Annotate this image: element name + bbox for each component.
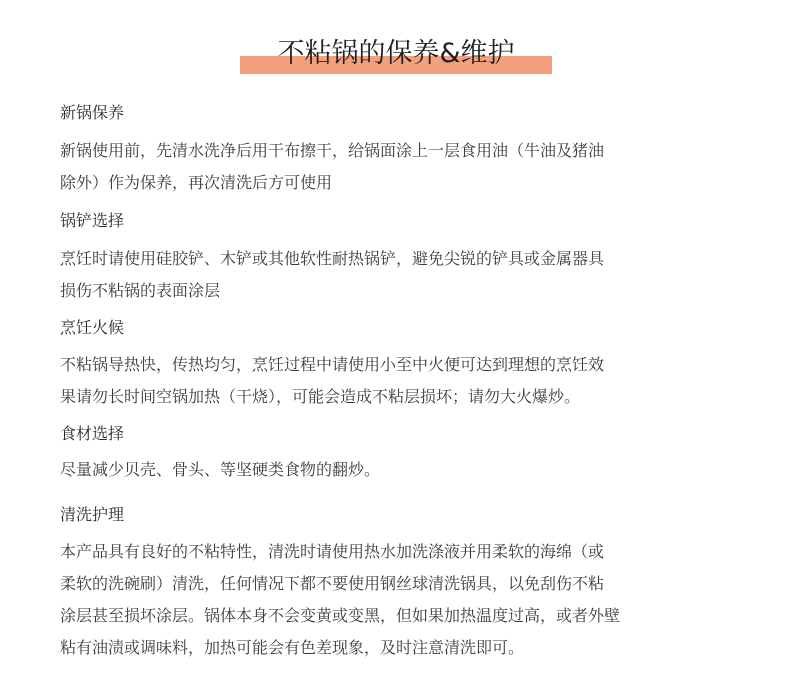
body-line: 粘有油渍或调味料，加热可能会有色差现象，及时注意清洗即可。	[60, 638, 525, 657]
section-ingredient-choice	[60, 424, 740, 486]
body-line: 损伤不粘锅的表面涂层	[60, 281, 221, 300]
page-title: 不粘锅的保养&维护	[277, 38, 515, 69]
section-spatula-choice	[60, 211, 740, 307]
section-heading: 烹饪火候	[60, 318, 125, 337]
section-body	[60, 135, 740, 199]
section-heading: 食材选择	[60, 424, 125, 443]
body-line: 新锅使用前，先清水洗净后用干布擦干，给锅面涂上一层食用油（牛油及猪油	[60, 141, 605, 160]
section-new-pan-care	[60, 103, 740, 199]
body-line: 本产品具有良好的不粘特性，清洗时请使用热水加洗涤液并用柔软的海绵（或	[60, 542, 605, 561]
page-title-block	[240, 36, 552, 78]
body-line: 除外）作为保养，再次清洗后方可使用	[60, 173, 333, 192]
section-heading: 新锅保养	[60, 103, 125, 122]
section-heading: 清洗护理	[60, 505, 125, 524]
section-heading: 锅铲选择	[60, 211, 125, 230]
body-line: 尽量减少贝壳、骨头、等坚硬类食物的翻炒。	[60, 460, 381, 479]
section-cleaning-care	[60, 505, 740, 664]
section-body	[60, 349, 740, 413]
body-line: 烹饪时请使用硅胶铲、木铲或其他软性耐热锅铲，避免尖锐的铲具或金属器具	[60, 249, 605, 268]
body-line: 果请勿长时间空锅加热（干烧），可能会造成不粘层损坏；请勿大火爆炒。	[60, 387, 581, 406]
section-body	[60, 454, 740, 486]
body-line: 不粘锅导热快，传热均匀，烹饪过程中请使用小至中火便可达到理想的烹饪效	[60, 355, 605, 374]
section-body	[60, 243, 740, 307]
section-body	[60, 536, 740, 664]
section-cooking-heat	[60, 318, 740, 413]
body-line: 柔软的洗碗刷）清洗，任何情况下都不要使用钢丝球清洗锅具，以免刮伤不粘	[60, 574, 605, 593]
body-line: 涂层甚至损坏涂层。锅体本身不会变黄或变黑，但如果加热温度过高，或者外壁	[60, 606, 621, 625]
